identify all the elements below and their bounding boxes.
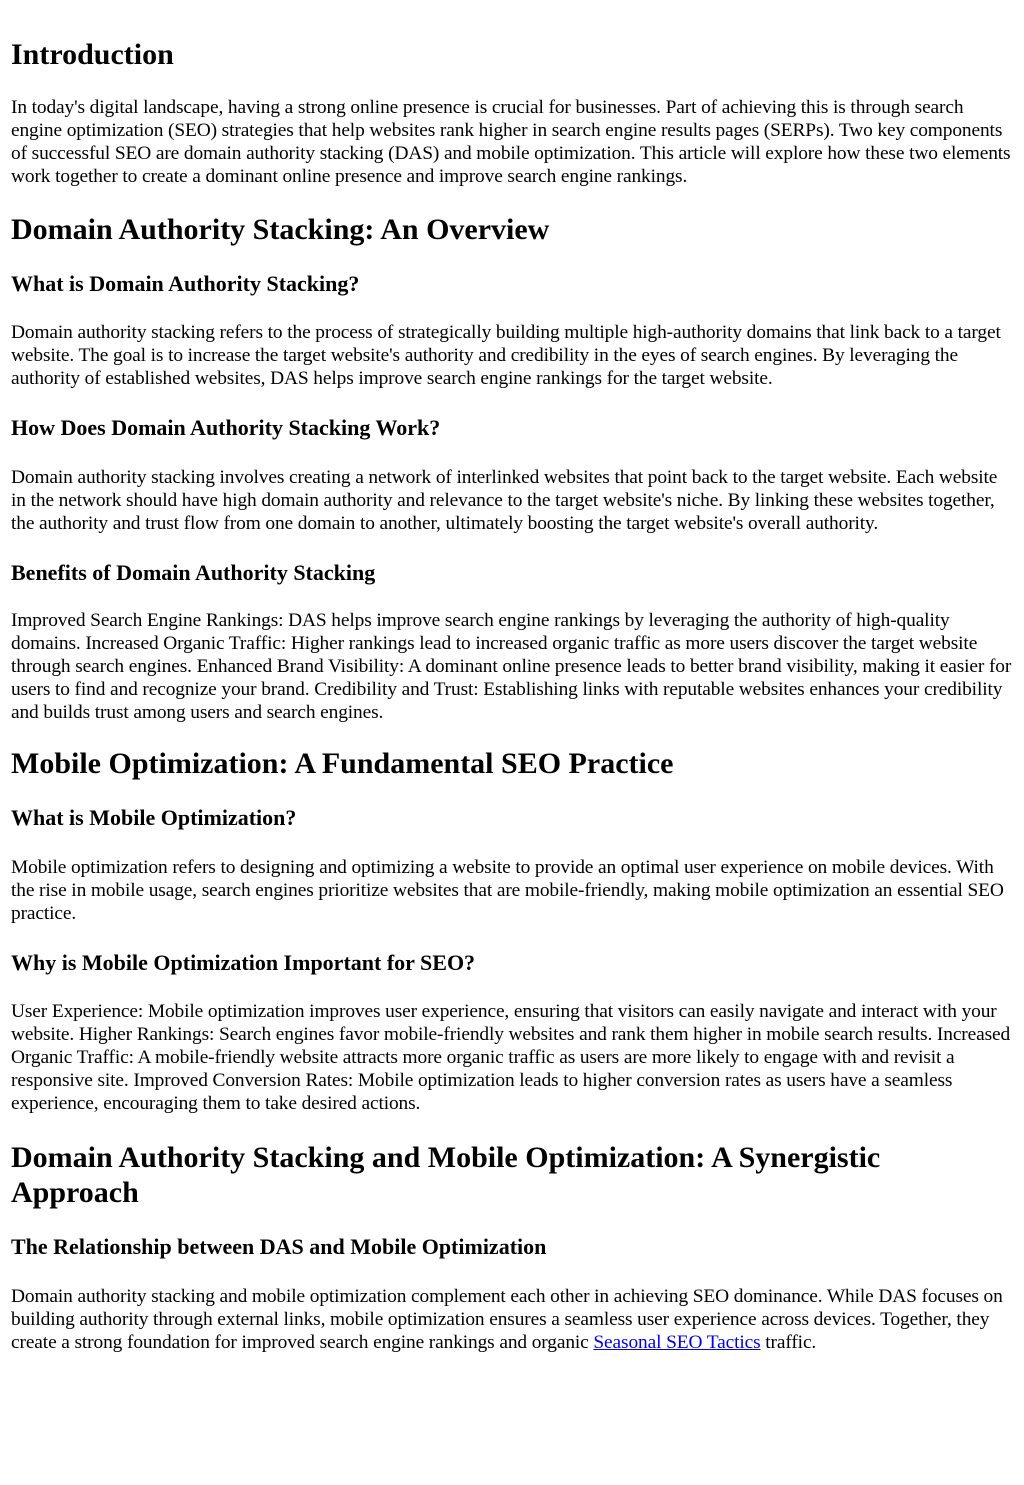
subheading-how-das-works: How Does Domain Authority Stacking Work?	[11, 415, 441, 440]
article	[0, 37, 1024, 1354]
heading-mobile-optimization: Mobile Optimization: A Fundamental SEO Practice	[11, 747, 674, 780]
paragraph-introduction: In today's digital landscape, having a strong online presence is crucial for businesses. Part of achieving this is through search engine optimization (SEO) strategies that help websites rank higher in search engine results pages (SERPs). Two key components of successful SEO are domain authority stacking (DAS) and mobile optimization. This article will explore how these two elements work together to create a dominant online presence and improve search engine rankings.	[11, 97, 1011, 187]
heading-introduction: Introduction	[11, 38, 174, 71]
subheading-what-is-das: What is Domain Authority Stacking?	[11, 271, 360, 296]
heading-synergistic-approach: Domain Authority Stacking and Mobile Optimization: A Synergistic Approach	[11, 1141, 881, 1209]
paragraph-das-mobile-relationship	[11, 1285, 1013, 1354]
subheading-das-benefits: Benefits of Domain Authority Stacking	[11, 560, 376, 585]
subheading-what-is-mobile-optimization: What is Mobile Optimization?	[11, 805, 297, 830]
subheading-das-mobile-relationship: The Relationship between DAS and Mobile Optimization	[11, 1234, 547, 1259]
paragraph-why-mobile-optimization: User Experience: Mobile optimization improves user experience, ensuring that visitors can easily navigate and interact with your website. Higher Rankings: Search engines favor mobile-friendly websites and rank them higher in mobile search results. Increased Organic Traffic: A mobile-friendly website attracts more organic traffic as users are more likely to engage with and revisit a responsive site. Improved Conversion Rates: Mobile optimization leads to higher conversion rates as users have a seamless experience, encouraging them to take desired actions.	[11, 1001, 1011, 1114]
paragraph-text-before-link: Domain authority stacking and mobile optimization complement each other in achieving SEO dominance. While DAS focuses on building authority through external links, mobile optimization ensures a seamless user experience across devices. Together, they create a strong foundation for improved search engine rankings and organic	[11, 1286, 1003, 1353]
seasonal-seo-tactics-link[interactable]: Seasonal SEO Tactics	[593, 1332, 761, 1353]
heading-das-overview: Domain Authority Stacking: An Overview	[11, 213, 550, 246]
paragraph-text-after-link: traffic.	[760, 1332, 817, 1353]
paragraph-how-das-works: Domain authority stacking involves creating a network of interlinked websites that point back to the target website. Each website in the network should have high domain authority and relevance to the target website's niche. By linking these websites together, the authority and trust flow from one domain to another, ultimately boosting the target website's overall authority.	[11, 467, 998, 534]
paragraph-what-is-mobile-optimization: Mobile optimization refers to designing and optimizing a website to provide an optimal user experience on mobile devices. With the rise in mobile usage, search engines prioritize websites that are mobile-friendly, making mobile optimization an essential SEO practice.	[11, 857, 1004, 924]
paragraph-what-is-das: Domain authority stacking refers to the process of strategically building multiple high-authority domains that link back to a target website. The goal is to increase the target website's authority and credibility in the eyes of search engines. By leveraging the authority of established websites, DAS helps improve search engine rankings for the target website.	[11, 322, 1001, 389]
paragraph-das-benefits: Improved Search Engine Rankings: DAS helps improve search engine rankings by leveraging the authority of high-quality domains. Increased Organic Traffic: Higher rankings lead to increased organic traffic as more users discover the target website through search engines. Enhanced Brand Visibility: A dominant online presence leads to better brand visibility, making it easier for users to find and recognize your brand. Credibility and Trust: Establishing links with reputable websites enhances your credibility and builds trust among users and search engines.	[11, 610, 1012, 723]
subheading-why-mobile-optimization: Why is Mobile Optimization Important for SEO?	[11, 950, 476, 975]
